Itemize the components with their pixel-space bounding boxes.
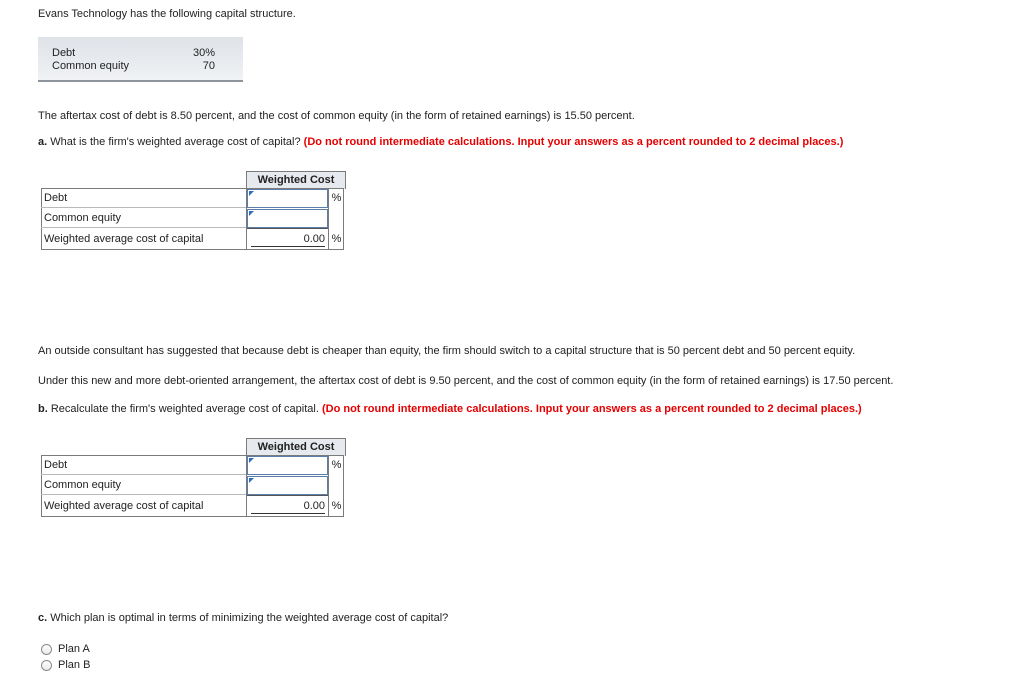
percent-sign: % [331, 233, 342, 245]
part-a-question-text: What is the firm's weighted average cost of capital? [50, 136, 301, 148]
row-label-wacc: Weighted average cost of capital [44, 500, 204, 512]
plan-b-label: Plan B [58, 659, 91, 672]
part-b-context-2: Under this new and more debt-oriented arrangement, the aftertax cost of debt is 9.50 percent, and the cost of common equity (in the form of retained earnings) is 17.50 percent. [38, 375, 894, 387]
divider [38, 80, 243, 82]
part-c-question-text: Which plan is optimal in terms of minimizing the weighted average cost of capital? [50, 612, 449, 624]
weighted-cost-header: Weighted Cost [246, 171, 346, 189]
part-a-label: a. [38, 136, 48, 148]
wacc-total-value: 0.00 [247, 495, 328, 516]
part-a-instruction: (Do not round intermediate calculations. Input your answers as a percent rounded to 2 decimal places.) [303, 136, 844, 148]
cap-equity-label: Common equity [52, 60, 130, 72]
percent-sign: % [331, 192, 342, 204]
plan-a-option[interactable] [41, 642, 90, 656]
radio-button[interactable] [41, 660, 52, 671]
plan-a-label: Plan A [58, 643, 90, 656]
row-label-debt: Debt [41, 455, 246, 475]
debt-weighted-cost-input[interactable] [247, 189, 328, 208]
part-b-label: b. [38, 403, 48, 415]
wacc-total-value: 0.00 [247, 228, 328, 249]
cap-debt-value: 30% [192, 47, 215, 59]
part-a-question [38, 136, 843, 148]
cap-debt-label: Debt [52, 47, 76, 59]
intro-text: Evans Technology has the following capital structure. [38, 8, 296, 20]
percent-sign: % [331, 500, 342, 512]
equity-weighted-cost-input[interactable] [247, 476, 328, 495]
weighted-cost-header: Weighted Cost [246, 438, 346, 456]
debt-weighted-cost-input[interactable] [247, 456, 328, 475]
row-label-debt: Debt [41, 188, 246, 208]
row-label-common-equity: Common equity [41, 475, 246, 495]
equity-weighted-cost-input[interactable] [247, 209, 328, 228]
plan-b-option[interactable] [41, 658, 90, 672]
part-b-context-1: An outside consultant has suggested that because debt is cheaper than equity, the firm should switch to a capital structure that is 50 percent debt and 50 percent equity. [38, 345, 856, 357]
part-c-label: c. [38, 612, 48, 624]
part-a-context: The aftertax cost of debt is 8.50 percent, and the cost of common equity (in the form of retained earnings) is 15.50 percent. [38, 110, 635, 122]
row-label-wacc: Weighted average cost of capital [44, 233, 204, 245]
capital-structure-box [38, 37, 243, 82]
radio-button[interactable] [41, 644, 52, 655]
part-b-question-text: Recalculate the firm's weighted average cost of capital. [50, 403, 319, 415]
percent-sign: % [331, 459, 342, 471]
part-c-question [38, 612, 448, 624]
row-label-common-equity: Common equity [41, 208, 246, 228]
part-b-instruction: (Do not round intermediate calculations. Input your answers as a percent rounded to 2 decimal places.) [321, 403, 862, 415]
cap-equity-value: 70 [202, 60, 215, 72]
part-b-question [38, 403, 862, 415]
